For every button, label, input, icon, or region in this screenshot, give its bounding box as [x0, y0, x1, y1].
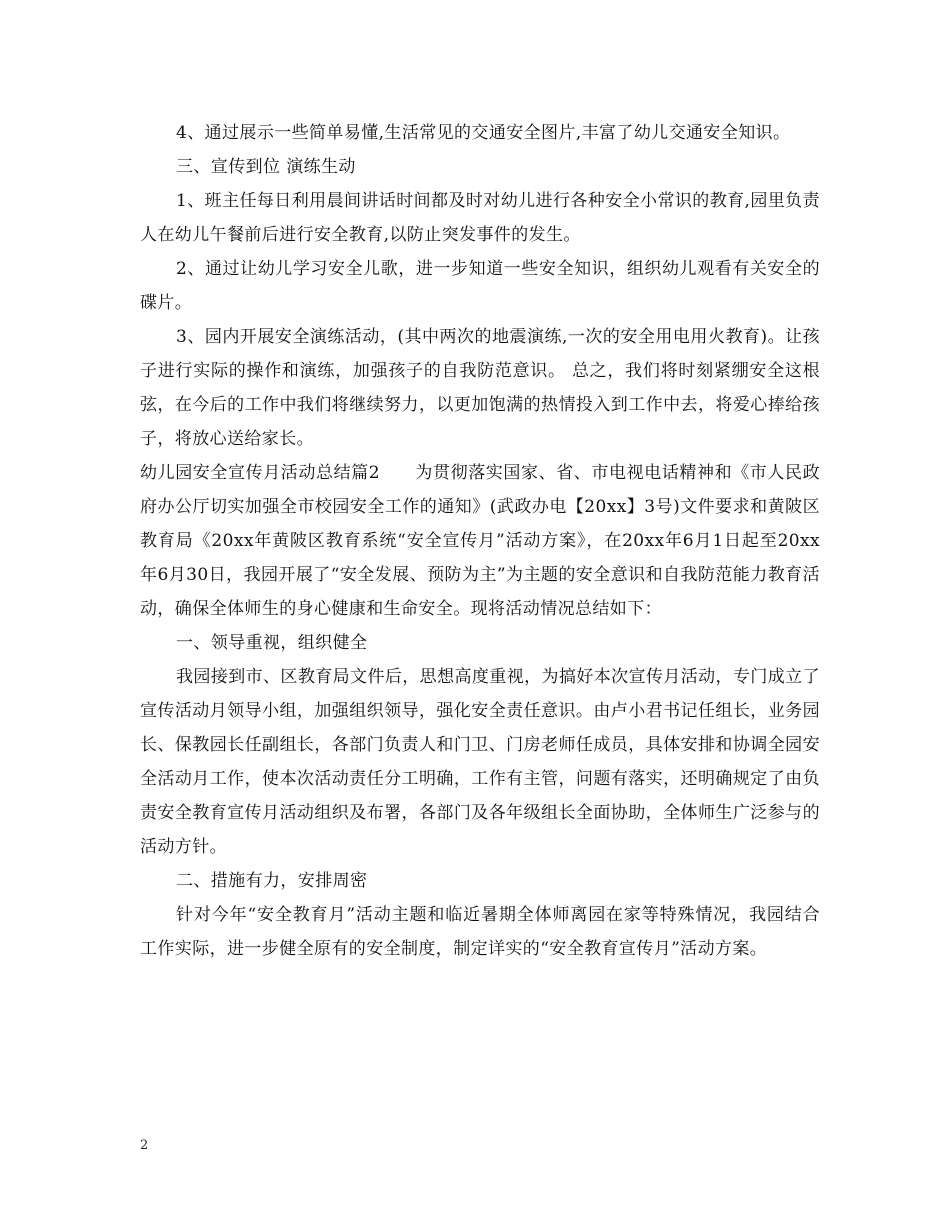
section-heading-3: 三、宣传到位 演练生动	[176, 157, 356, 177]
document-body	[140, 116, 820, 966]
paragraph-item-2: 2、通过让幼儿学习安全儿歌，进一步知道一些安全知识，组织幼儿观看有关安全的碟片。	[140, 259, 820, 313]
paragraph-item-1: 1、班主任每日利用晨间讲话时间都及时对幼儿进行各种安全小常识的教育,园里负责人在幼儿午餐前后进行安全教育,以防止突发事件的发生。	[140, 191, 820, 245]
page-number: 2	[140, 1138, 149, 1153]
paragraph-measures: 针对今年“安全教育月”活动主题和临近暑期全体师离园在家等特殊情况，我园结合工作实际，进一步健全原有的安全制度，制定详实的“安全教育宣传月”活动方案。	[140, 905, 820, 959]
paragraph-leadership: 我园接到市、区教育局文件后，思想高度重视，为搞好本次宣传月活动，专门成立了宣传活动月领导小组，加强组织领导，强化安全责任意识。由卢小君书记任组长，业务园长、保教园长任副组长，各部门负责人和门卫、门房老师任成员，具体安排和协调全园安全活动月工作，使本次活动责任分工明确，工作有主管，问题有落实，还明确规定了由负责安全教育宣传月活动组织及布署，各部门及各年级组长全面协助，全体师生广泛参与的活动方针。	[140, 667, 820, 857]
paragraph-summary-2-intro: 幼儿园安全宣传月活动总结篇2 为贯彻落实国家、省、市电视电话精神和《市人民政府办公厅切实加强全市校园安全工作的通知》(武政办电【20xx】3号)文件要求和黄陂区教育局《20xx年黄陂区教育系统“安全宣传月”活动方案》，在20xx年6月1日起至20xx年6月30日，我园开展了“安全发展、预防为主”为主题的安全意识和自我防范能力教育活动，确保全体师生的身心健康和生命安全。现将活动情况总结如下：	[140, 463, 820, 619]
paragraph-item-4: 4、通过展示一些简单易懂,生活常见的交通安全图片,丰富了幼儿交通安全知识。	[176, 123, 791, 143]
paragraph-item-3: 3、园内开展安全演练活动，(其中两次的地震演练,一次的安全用电用火教育)。让孩子进行实际的操作和演练，加强孩子的自我防范意识。 总之，我们将时刻紧绷安全这根弦，在今后的工作中我们将继续努力，以更加饱满的热情投入到工作中去，将爱心捧给孩子，将放心送给家长。	[140, 327, 820, 449]
section-heading-2: 二、措施有力，安排周密	[176, 871, 368, 891]
section-heading-1: 一、领导重视，组织健全	[176, 633, 368, 653]
